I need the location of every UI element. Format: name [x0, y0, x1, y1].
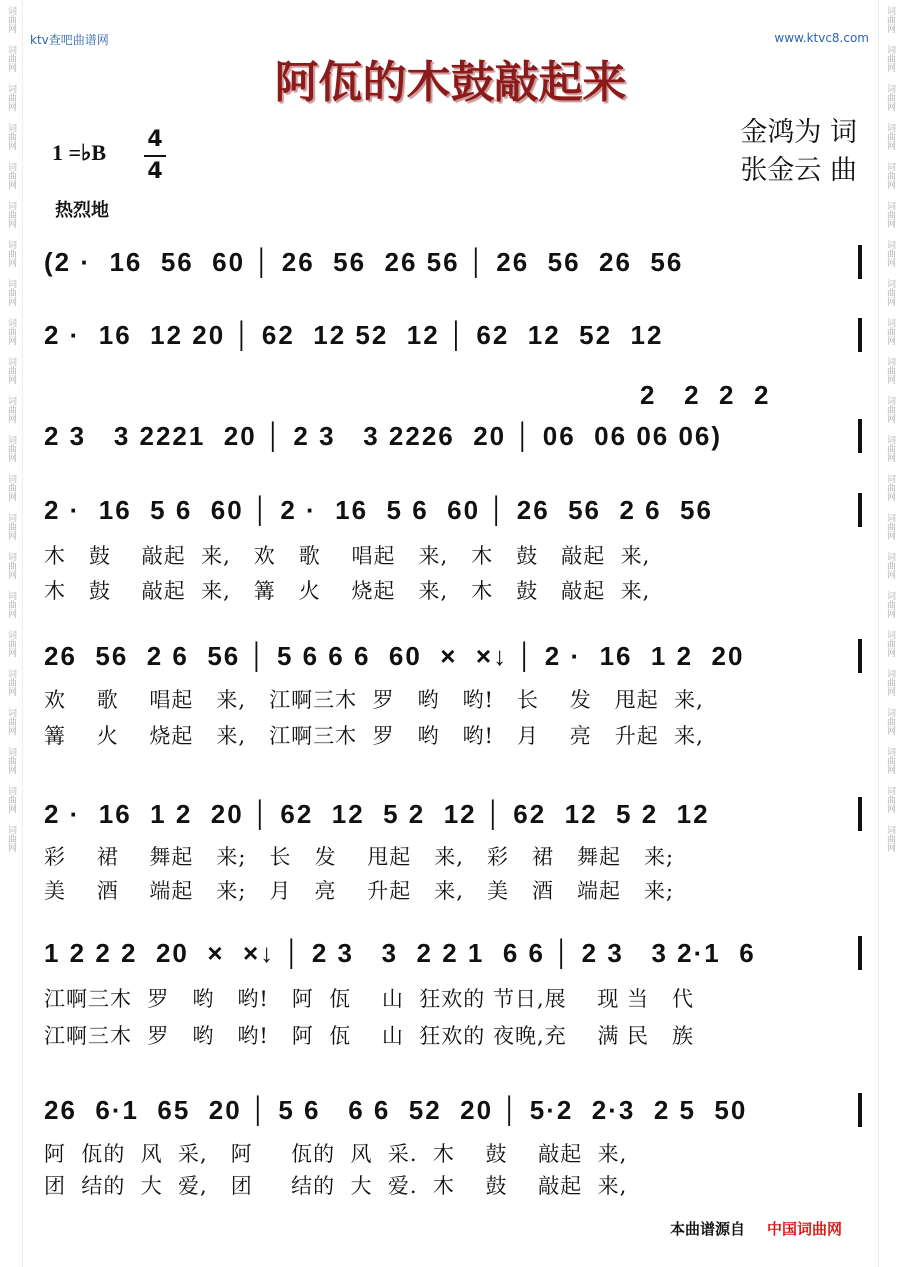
side-watermark-text: 词曲网 — [885, 162, 895, 189]
side-watermark-text: 词曲网 — [885, 474, 895, 501]
notation-row: 26 56 2 6 56 │ 5 6 6 6 60 × ×↓ │ 2 · 16 1 2 20 — [44, 640, 745, 671]
score-line-6 — [44, 794, 862, 834]
side-watermark-text: 词曲网 — [885, 708, 895, 735]
tempo-marking: 热烈地 — [55, 200, 109, 221]
lyrics-verse-2: 团 结的 大 爱, 团 结的 大 爱. 木 鼓 敲起 来, — [44, 1174, 628, 1198]
key-signature: 1 =♭B — [52, 140, 107, 165]
notation-row: 2 · 16 12 20 │ 62 12 52 12 │ 62 12 52 12 — [44, 319, 664, 350]
left-watermark-strip — [0, 0, 23, 1267]
side-watermark-text: 词曲网 — [885, 201, 895, 228]
barline — [858, 245, 862, 279]
side-watermark-text: 词曲网 — [6, 786, 16, 813]
side-watermark-text: 词曲网 — [6, 552, 16, 579]
notation-row: 2 3 3 2221 20 │ 2 3 3 2226 20 │ 06 06 06 06) — [44, 420, 723, 451]
site-watermark-left: ktv查吧曲谱网 — [30, 33, 109, 47]
lyricist-credit: 金鸿为 词 — [740, 117, 857, 148]
barline — [858, 936, 862, 970]
side-watermark-text: 词曲网 — [6, 591, 16, 618]
side-watermark-text: 词曲网 — [6, 162, 16, 189]
barline — [858, 419, 862, 453]
side-watermark-text: 词曲网 — [6, 279, 16, 306]
time-signature — [140, 126, 170, 186]
score-line-8 — [44, 1090, 862, 1130]
score-line-1 — [44, 242, 862, 282]
side-watermark-text: 词曲网 — [6, 240, 16, 267]
lyrics-verse-1: 江啊三木 罗 哟 哟! 阿 佤 山 狂欢的 节日,展 现 当 代 — [44, 987, 695, 1011]
side-watermark-text: 词曲网 — [885, 825, 895, 852]
side-watermark-text: 词曲网 — [885, 123, 895, 150]
side-watermark-text: 词曲网 — [6, 630, 16, 657]
score-line-4 — [44, 490, 862, 530]
side-watermark-text: 词曲网 — [885, 786, 895, 813]
notation-row: 1 2 2 2 20 × ×↓ │ 2 3 3 2 2 1 6 6 │ 2 3 3 2·1 6 — [44, 937, 756, 968]
side-watermark-text: 词曲网 — [6, 84, 16, 111]
side-watermark-text: 词曲网 — [885, 396, 895, 423]
side-watermark-text: 词曲网 — [885, 45, 895, 72]
notation-row: 26 6·1 65 20 │ 5 6 6 6 52 20 │ 5·2 2·3 2 5 50 — [44, 1094, 748, 1125]
side-watermark-text: 词曲网 — [885, 6, 895, 33]
score-line-5 — [44, 636, 862, 676]
side-watermark-text: 词曲网 — [6, 6, 16, 33]
meter-numerator: 4 — [147, 127, 163, 152]
side-watermark-text: 词曲网 — [6, 825, 16, 852]
side-watermark-text: 词曲网 — [6, 474, 16, 501]
side-watermark-text: 词曲网 — [6, 45, 16, 72]
meter-denominator: 4 — [147, 159, 163, 184]
composer-credit: 张金云 曲 — [740, 155, 857, 186]
notation-row: 2 · 16 5 6 60 │ 2 · 16 5 6 60 │ 26 56 2 6 56 — [44, 494, 713, 525]
side-watermark-text: 词曲网 — [6, 669, 16, 696]
side-watermark-text: 词曲网 — [885, 630, 895, 657]
side-watermark-text: 词曲网 — [885, 279, 895, 306]
lyrics-verse-1: 欢 歌 唱起 来, 江啊三木 罗 哟 哟! 长 发 甩起 来, — [44, 688, 704, 712]
lyrics-verse-2: 篝 火 烧起 来, 江啊三木 罗 哟 哟! 月 亮 升起 来, — [44, 724, 704, 748]
lyrics-verse-1: 木 鼓 敲起 来, 欢 歌 唱起 来, 木 鼓 敲起 来, — [44, 544, 651, 568]
side-watermark-text: 词曲网 — [885, 318, 895, 345]
side-watermark-text: 词曲网 — [885, 591, 895, 618]
lyrics-verse-1: 阿 佤的 风 采, 阿 佤的 风 采. 木 鼓 敲起 来, — [44, 1142, 628, 1166]
site-watermark-right: www.ktvc8.com — [774, 31, 869, 45]
side-watermark-text: 词曲网 — [6, 201, 16, 228]
side-watermark-text: 词曲网 — [885, 513, 895, 540]
side-watermark-text: 词曲网 — [6, 747, 16, 774]
score-line-2 — [44, 315, 862, 355]
side-watermark-text: 词曲网 — [6, 708, 16, 735]
lyrics-verse-2: 木 鼓 敲起 来, 篝 火 烧起 来, 木 鼓 敲起 来, — [44, 579, 651, 603]
barline — [858, 1093, 862, 1127]
lyrics-verse-2: 江啊三木 罗 哟 哟! 阿 佤 山 狂欢的 夜晚,充 满 民 族 — [44, 1024, 695, 1048]
source-site-link[interactable]: 中国词曲网 — [767, 1220, 843, 1238]
side-watermark-text: 词曲网 — [885, 669, 895, 696]
side-watermark-text: 词曲网 — [885, 357, 895, 384]
lyrics-verse-1: 彩 裙 舞起 来; 长 发 甩起 来, 彩 裙 舞起 来; — [44, 845, 675, 869]
notation-row: (2 · 16 56 60 │ 26 56 26 56 │ 26 56 26 56 — [44, 246, 684, 277]
notation-row: 2 · 16 1 2 20 │ 62 12 5 2 12 │ 62 12 5 2 12 — [44, 798, 710, 829]
side-watermark-text: 词曲网 — [885, 747, 895, 774]
upper-octave-notes: 2 2 2 2 — [640, 380, 771, 410]
song-title: 阿佤的木鼓敲起来 — [274, 57, 627, 108]
side-watermark-text: 词曲网 — [6, 318, 16, 345]
side-watermark-text: 词曲网 — [885, 84, 895, 111]
side-watermark-text: 词曲网 — [6, 435, 16, 462]
side-watermark-text: 词曲网 — [6, 123, 16, 150]
score-line-3 — [44, 416, 862, 456]
barline — [858, 493, 862, 527]
side-watermark-text: 词曲网 — [6, 357, 16, 384]
credits — [740, 114, 857, 190]
side-watermark-text: 词曲网 — [885, 435, 895, 462]
meter-divider — [144, 155, 166, 157]
right-watermark-strip — [878, 0, 901, 1267]
side-watermark-text: 词曲网 — [885, 240, 895, 267]
barline — [858, 797, 862, 831]
score-line-7 — [44, 933, 862, 973]
side-watermark-text: 词曲网 — [885, 552, 895, 579]
barline — [858, 639, 862, 673]
side-watermark-text: 词曲网 — [6, 396, 16, 423]
lyrics-verse-2: 美 酒 端起 来; 月 亮 升起 来, 美 酒 端起 来; — [44, 879, 675, 903]
side-watermark-text: 词曲网 — [6, 513, 16, 540]
source-credit — [670, 1218, 842, 1239]
source-label: 本曲谱源自 — [670, 1220, 746, 1238]
barline — [858, 318, 862, 352]
